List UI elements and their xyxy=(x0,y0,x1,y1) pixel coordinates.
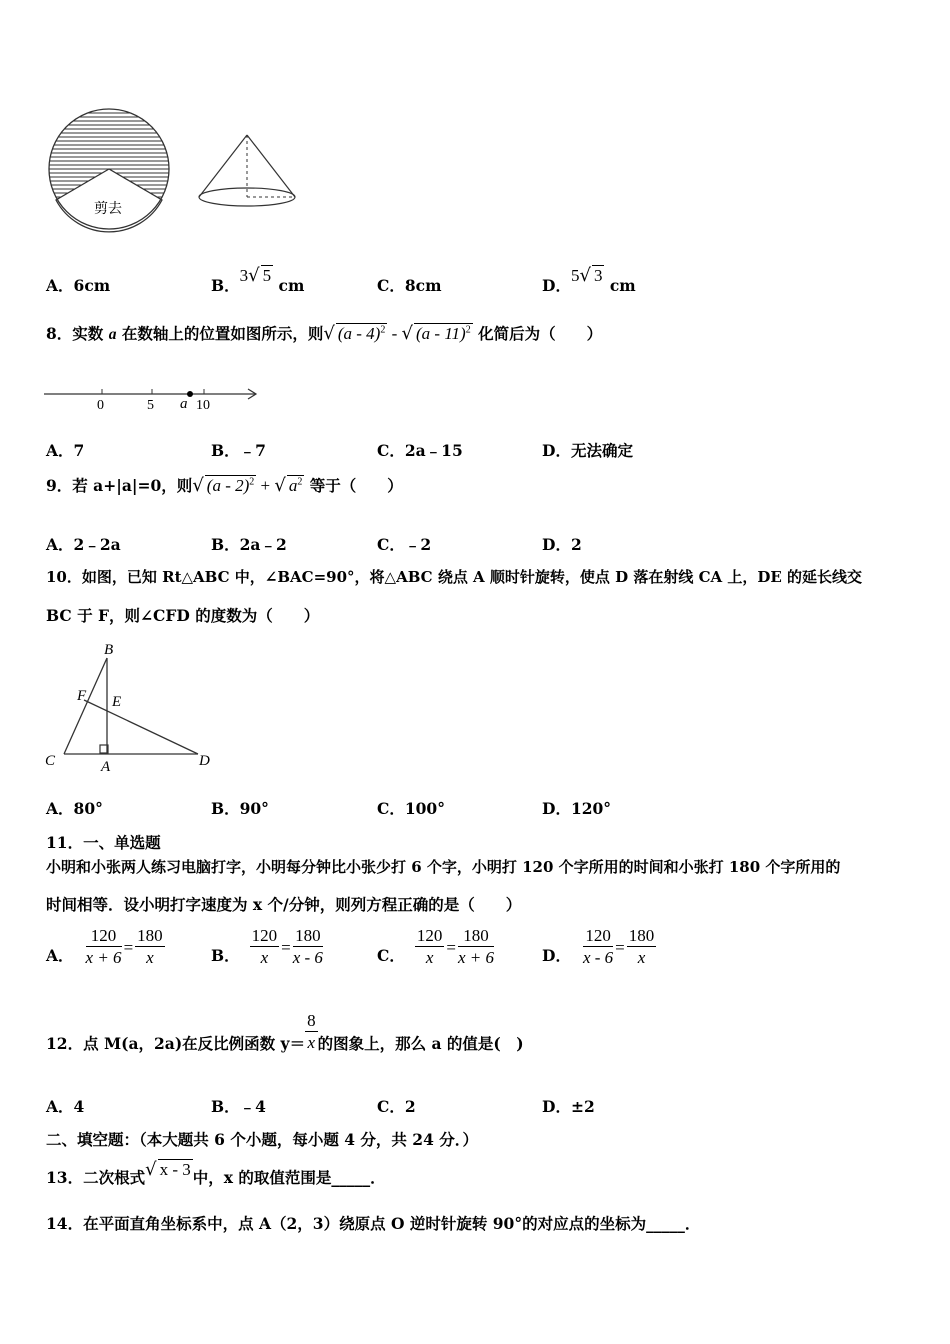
q7-cut-label: 剪去 xyxy=(94,201,122,217)
q8-tick-5: 5 xyxy=(147,398,154,413)
q9-option-d[interactable]: D．2 xyxy=(542,535,582,554)
section2-title: 二、填空题：（本大题共 6 个小题，每小题 4 分，共 24 分．） xyxy=(46,1130,479,1149)
q10-label-a: A xyxy=(101,759,111,775)
q7-figure-cone xyxy=(195,130,299,212)
q10-label-c: C xyxy=(45,753,56,769)
q11-option-d[interactable]: D． $\frac{120}{x - 6}$ = $\frac{180}{x}$ xyxy=(542,926,655,967)
q8-point-label: a xyxy=(180,396,188,412)
q8-option-c[interactable]: C．2a﹣15 xyxy=(377,441,463,460)
q10-line1: 10．如图，已知 Rt△ABC 中，∠BAC=90°，将△ABC 绕点 A 顺时针旋转，使点 D 落在射线 CA 上，DE 的延长线交 xyxy=(46,568,863,586)
q9-stem: 9．若 a+|a|=0，则√ (a - 2)$^2$ + √ $a^2$ 等于（ ） xyxy=(46,475,403,496)
q11-heading: 11．一、单选题 xyxy=(46,833,161,852)
q8-stem: 8．实数 a 在数轴上的位置如图所示，则√ (a - 4)$^2$ - √ (a - 11)$^2$ 化简后为（ ） xyxy=(46,323,603,344)
q11-line2: 时间相等．设小明打字速度为 x 个/分钟，则列方程正确的是（ ） xyxy=(46,895,522,914)
q7-figure-circle xyxy=(44,105,176,245)
q11-option-b[interactable]: B． $\frac{120}{x}$ = $\frac{180}{x - 6}$ xyxy=(211,926,323,967)
q7-option-d[interactable]: D．5√ 3 cm xyxy=(542,265,636,295)
q10-label-f: F xyxy=(77,688,87,704)
q10-option-a[interactable]: A．80° xyxy=(46,799,103,818)
q8-point-a xyxy=(187,391,193,397)
q11-line1: 小明和小张两人练习电脑打字，小明每分钟比小张少打 6 个字，小明打 120 个字所用的时间和小张打 180 个字所用的 xyxy=(46,858,841,876)
q8-option-a[interactable]: A．7 xyxy=(46,441,85,460)
q7-option-a[interactable]: A．6cm xyxy=(46,276,111,295)
q8-option-d[interactable]: D．无法确定 xyxy=(542,441,633,460)
q7-option-b[interactable]: B．3√ 5 cm xyxy=(211,265,305,295)
q12-option-a[interactable]: A．4 xyxy=(46,1097,85,1116)
q10-option-d[interactable]: D．120° xyxy=(542,799,612,818)
q10-label-d: D xyxy=(199,753,210,769)
q12-stem: 12．点 M(a，2a)在反比例函数 y＝ $\frac{8}{x}$ 的图象上，那么 a 的值是( ) xyxy=(46,1010,524,1053)
q10-option-c[interactable]: C．100° xyxy=(377,799,445,818)
q10-line2: BC 于 F，则∠CFD 的度数为（ ） xyxy=(46,606,320,625)
q10-label-b: B xyxy=(104,642,114,658)
q12-option-d[interactable]: D．±2 xyxy=(542,1097,595,1116)
q12-option-b[interactable]: B．﹣4 xyxy=(211,1097,266,1116)
q8-number-line xyxy=(44,382,264,414)
q11-option-a[interactable]: A． $\frac{120}{x + 6}$ = $\frac{180}{x}$ xyxy=(46,926,163,967)
q12-option-c[interactable]: C．2 xyxy=(377,1097,416,1116)
q8-tick-0: 0 xyxy=(97,398,104,413)
q14-stem: 14．在平面直角坐标系中，点 A（2，3）绕原点 O 逆时针旋转 90°的对应点的坐标为_____． xyxy=(46,1214,701,1233)
q11-option-c[interactable]: C． $\frac{120}{x}$ = $\frac{180}{x + 6}$ xyxy=(377,926,494,967)
q13-stem: 13．二次根式√ x - 3 中，x 的取值范围是_____． xyxy=(46,1159,386,1187)
q8-tick-10: 10 xyxy=(196,398,210,413)
q9-option-a[interactable]: A．2﹣2a xyxy=(46,535,121,554)
q9-option-c[interactable]: C．﹣2 xyxy=(377,535,432,554)
q10-label-e: E xyxy=(112,694,122,710)
q10-figure xyxy=(40,640,220,775)
q10-option-b[interactable]: B．90° xyxy=(211,799,269,818)
q7-option-c[interactable]: C．8cm xyxy=(377,276,442,295)
q9-option-b[interactable]: B．2a﹣2 xyxy=(211,535,287,554)
q8-option-b[interactable]: B．﹣7 xyxy=(211,441,266,460)
